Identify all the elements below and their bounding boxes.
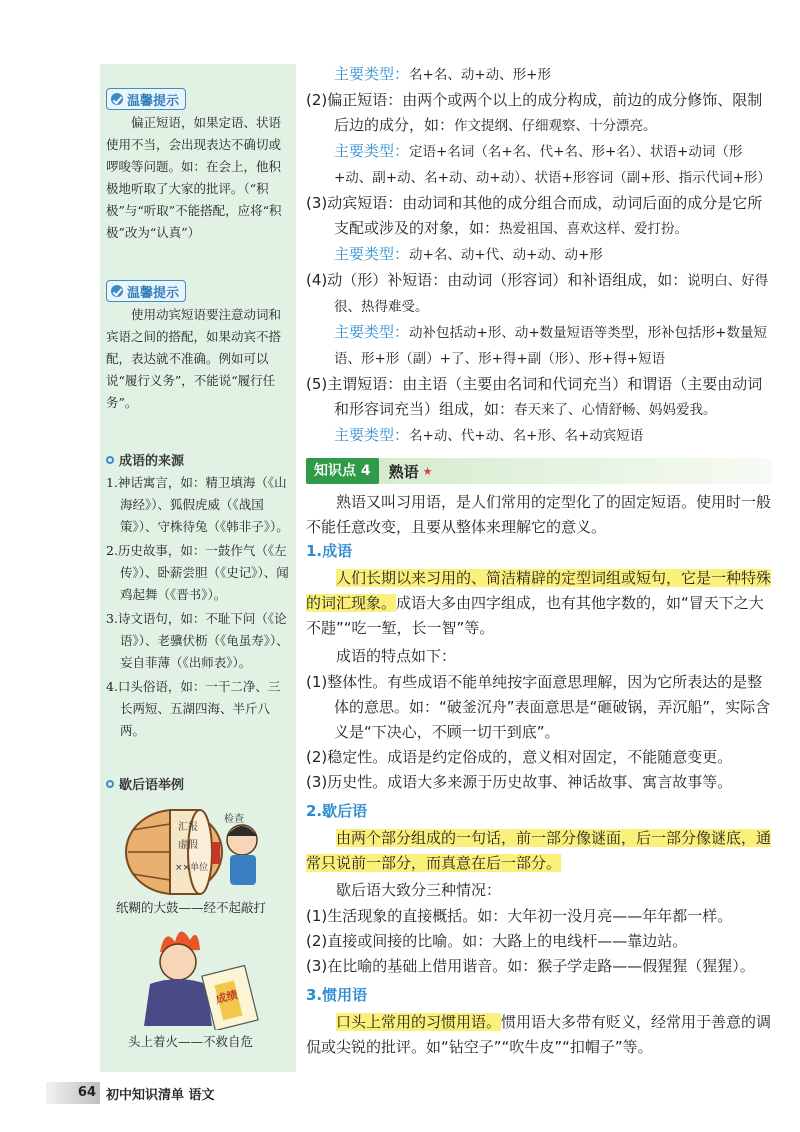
item-5: (5)主谓短语：由主语（主要由名词和代词充当）和谓语（主要由动词和形容词充当）组成，如：春天来了、心情舒畅、妈妈爱我。: [306, 375, 763, 418]
star-icon: ★: [422, 464, 433, 478]
knowledge-point-bar: [306, 458, 772, 484]
type-line: 主要类型：动+名、动+代、动+动、动+形: [334, 245, 603, 263]
page-number: 64: [46, 1082, 100, 1104]
type-line: 主要类型：动补包括动+形、动+数量短语等类型，形补包括形+数量短语、形+形（副）+了、形+得+副（形）、形+得+短语: [334, 323, 767, 367]
list-item: (2)直接或间接的比喻。如：大路上的电线杆——靠边站。: [306, 932, 688, 950]
knowledge-point-label: 知识点 4: [306, 458, 379, 484]
item-4: (4)动（形）补短语：由动词（形容词）和补语组成，如：说明白、好得很、热得难受。: [306, 271, 769, 315]
xiehouyu-list: [306, 904, 774, 979]
report-label: 成绩: [214, 988, 239, 1007]
list-item: 4.口头俗语，如：一干二净、三长两短、五湖四海、半斤八两。: [106, 679, 281, 738]
type-line: 主要类型：名+动、代+动、名+形、名+动宾短语: [334, 426, 644, 444]
page-footer: [46, 1082, 215, 1104]
paper-drum-illustration: [112, 800, 282, 898]
bullet-dot-icon: [106, 780, 114, 788]
tip-text-2: 使用动宾短语要注意动词和宾语之间的搭配，如果动宾不搭配，表达就不准确。例如可以说“履行义务”，不能说“履行任务”。: [106, 307, 282, 410]
idiom-source-list: [106, 472, 292, 744]
guanyongyu-definition: 口头上常用的习惯用语。惯用语大多带有贬义，经常用于善意的调侃或尖锐的批评。如“钻空子”“吹牛皮”“扣帽子”等。: [306, 1013, 772, 1056]
xiehouyu-intro: 歇后语大致分三种情况：: [336, 881, 502, 899]
list-item: (3)在比喻的基础上借用谐音。如：猴子学走路——假猩猩（猩猩）。: [306, 957, 755, 975]
fire-head-illustration: [120, 922, 270, 1030]
chengyu-feature-intro: 成语的特点如下：: [336, 647, 457, 665]
item-3: (3)动宾短语：由动词和其他的成分组合而成，动词后面的成分是它所支配或涉及的对象，如：热爱祖国、喜欢这样、爱打扮。: [306, 194, 763, 237]
knowledge-point-title: 熟语: [388, 462, 419, 481]
list-item: 1.神话寓言，如：精卫填海（《山海经》）、狐假虎威（《战国策》）、守株待兔（《韩非子》）。: [106, 475, 289, 534]
caption-drum: 纸糊的大鼓——经不起敲打: [116, 900, 267, 915]
chengyu-definition: 人们长期以来习用的、简洁精辟的定型词组或短句，它是一种特殊的词汇现象。成语大多由四字组成，也有其他字数的，如“冒天下之大不韪”“吃一堑，长一智”等。: [306, 569, 772, 637]
type-line: 主要类型：定语+名词（名+名、代+名、形+名）、状语+动词（形+动、副+动、名+动、动+动）、状语+形容词（副+形、指示代词+形）: [334, 142, 771, 186]
check-icon: [111, 93, 123, 105]
section-heading-guanyongyu: 3.惯用语: [306, 986, 368, 1004]
main-content: [306, 62, 774, 449]
drum-label: 虚假: [178, 840, 198, 851]
feature-item: (3)历史性。成语大多来源于历史故事、神话故事、寓言故事等。: [306, 773, 733, 791]
bullet-dot-icon: [106, 456, 114, 464]
check-icon: [111, 285, 123, 297]
shuyu-intro: 熟语又叫习用语，是人们常用的定型化了的固定短语。使用时一般不能任意改变，且要从整体来理解它的意义。: [306, 493, 772, 536]
list-item: 2.历史故事，如：一鼓作气（《左传》）、卧薪尝胆（《史记》）、闻鸡起舞（《晋书》）。: [106, 543, 289, 602]
drum-label: 汇报: [178, 822, 198, 833]
xiehouyu-definition: 由两个部分组成的一句话，前一部分像谜面，后一部分像谜底，通常只说前一部分，而真意在后一部分。: [306, 829, 772, 872]
list-item: (1)生活现象的直接概括。如：大年初一没月亮——年年都一样。: [306, 907, 733, 925]
xiehouyu-heading: 歇后语举例: [106, 774, 184, 793]
caption-fire: 头上着火——不救自危: [128, 1034, 254, 1049]
section-heading-xiehouyu: 2.歇后语: [306, 802, 368, 820]
drum-side-label: 检查: [224, 814, 244, 825]
feature-item: (2)稳定性。成语是约定俗成的，意义相对固定，不能随意变更。: [306, 748, 733, 766]
tip-text-1: 偏正短语，如果定语、状语使用不当，会出现表达不确切或啰唆等问题。如：在会上，他积极地听取了大家的批评。（“积极”与“听取”不能搭配，应将“积极”改为“认真”）: [106, 115, 282, 240]
section-heading-chengyu: 1.成语: [306, 542, 353, 560]
type-line: 主要类型：名+名、动+动、形+形: [334, 65, 551, 83]
book-title: 初中知识清单 语文: [106, 1087, 215, 1103]
chengyu-features: [306, 670, 774, 795]
tip-badge-2: 温馨提示: [106, 280, 186, 302]
tip-badge-1: 温馨提示: [106, 88, 186, 110]
feature-item: (1)整体性。有些成语不能单纯按字面意思理解，因为它所表达的是整体的意思。如：“破釜沉舟”表面意思是“砸破锅，弄沉船”，实际含义是“下决心，不顾一切干到底”。: [306, 673, 771, 741]
drum-label: ××单位: [175, 863, 209, 873]
idiom-source-heading: 成语的来源: [106, 450, 184, 469]
item-2: (2)偏正短语：由两个或两个以上的成分构成，前边的成分修饰、限制后边的成分，如：作文提纲、仔细观察、十分漂亮。: [306, 91, 763, 134]
list-item: 3.诗文语句，如：不耻下问（《论语》）、老骥伏枥（《龟虽寿》）、妄自菲薄（《出师表》）。: [106, 611, 289, 670]
